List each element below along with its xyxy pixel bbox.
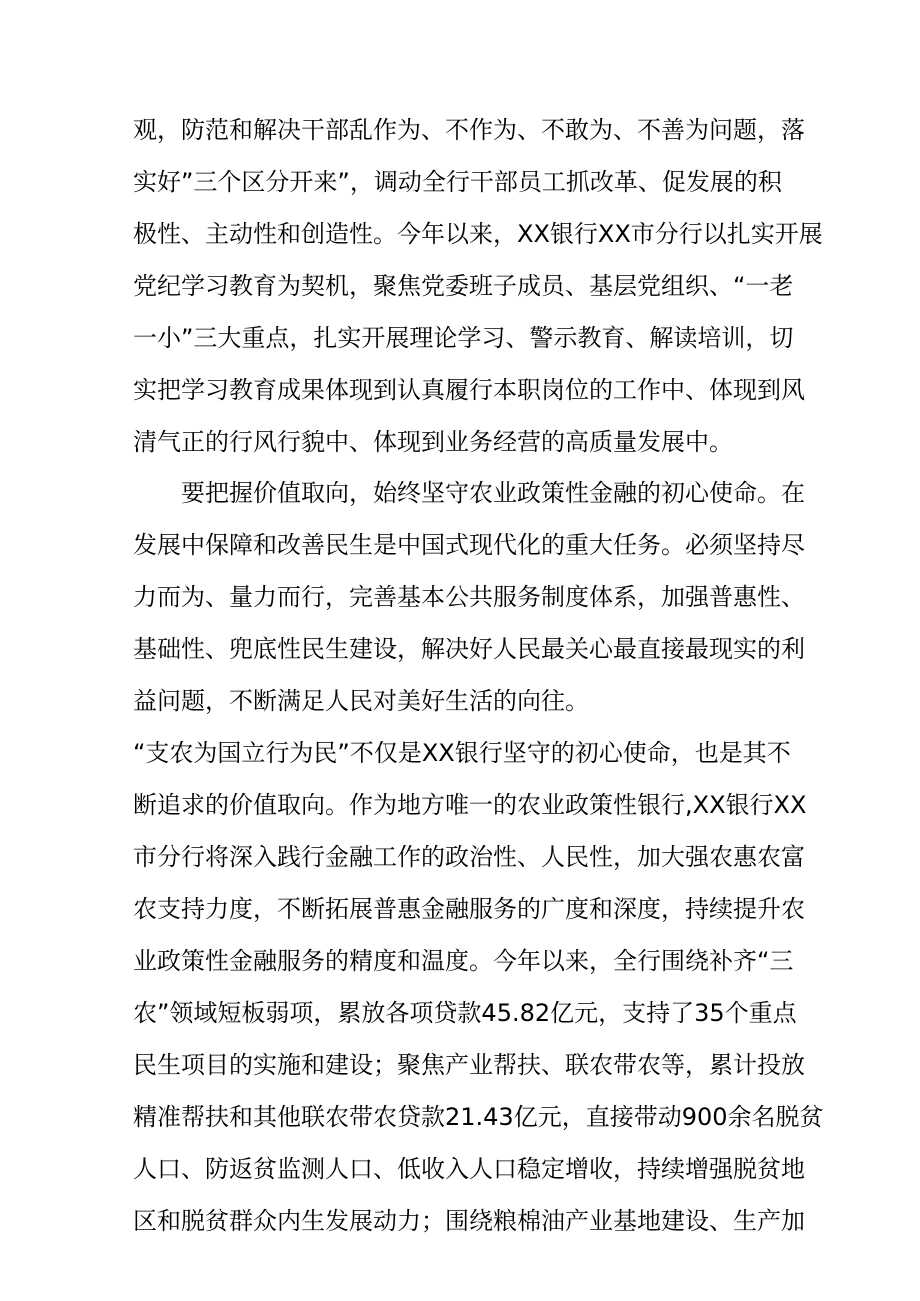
text-line: 市分行将深入践行金融工作的政治性、人民性，加大强农惠农富 [133, 843, 805, 871]
text-line: 精准帮扶和其他联农带农贷款21.43亿元，直接带动900余名脱贫 [133, 1103, 824, 1131]
text-line: 力而为、量力而行，完善基本公共服务制度体系，加强普惠性、 [133, 583, 805, 611]
text-line: 实好”三个区分开来”，调动全行干部员工抓改革、促发展的积 [133, 168, 782, 196]
body-text-block [133, 467, 805, 727]
text-line: 农”领域短板弱项，累放各项贷款45.82亿元，支持了35个重点 [133, 999, 797, 1027]
text-line: 清气正的行风行貌中、体现到业务经营的高质量发展中。 [133, 428, 733, 456]
text-line: 极性、主动性和创造性。今年以来，XX银行XX市分行以扎实开展 [133, 220, 823, 248]
text-line: 党纪学习教育为契机，聚焦党委班子成员、基层党组织、“一老 [133, 272, 794, 300]
text-line: 农支持力度，不断拓展普惠金融服务的广度和深度，持续提升农 [133, 895, 805, 923]
body-text-block [133, 104, 823, 468]
text-line: 观，防范和解决干部乱作为、不作为、不敢为、不善为问题，落 [133, 116, 805, 144]
text-line: 发展中保障和改善民生是中国式现代化的重大任务。必须坚持尽 [133, 531, 805, 559]
body-text-block [133, 727, 824, 1247]
text-line: 基础性、兜底性民生建设，解决好人民最关心最直接最现实的利 [133, 635, 805, 663]
text-line: 业政策性金融服务的精度和温度。今年以来，全行围绕补齐“三 [133, 947, 794, 975]
text-line: 要把握价值取向，始终坚守农业政策性金融的初心使命。在 [133, 479, 805, 507]
text-line: “支农为国立行为民”不仅是XX银行坚守的初心使命，也是其不 [133, 739, 791, 767]
text-line: 断追求的价值取向。作为地方唯一的农业政策性银行,XX银行XX [133, 791, 807, 819]
text-line: 人口、防返贫监测人口、低收入人口稳定增收，持续增强脱贫地 [133, 1155, 805, 1183]
text-line: 实把学习教育成果体现到认真履行本职岗位的工作中、体现到风 [133, 376, 805, 404]
text-line: 区和脱贫群众内生发展动力；围绕粮棉油产业基地建设、生产加 [133, 1207, 805, 1235]
text-line: 一小”三大重点，扎实开展理论学习、警示教育、解读培训，切 [133, 324, 794, 352]
text-line: 民生项目的实施和建设；聚焦产业帮扶、联农带农等，累计投放 [133, 1051, 805, 1079]
text-line: 益问题，不断满足人民对美好生活的向往。 [133, 687, 589, 715]
